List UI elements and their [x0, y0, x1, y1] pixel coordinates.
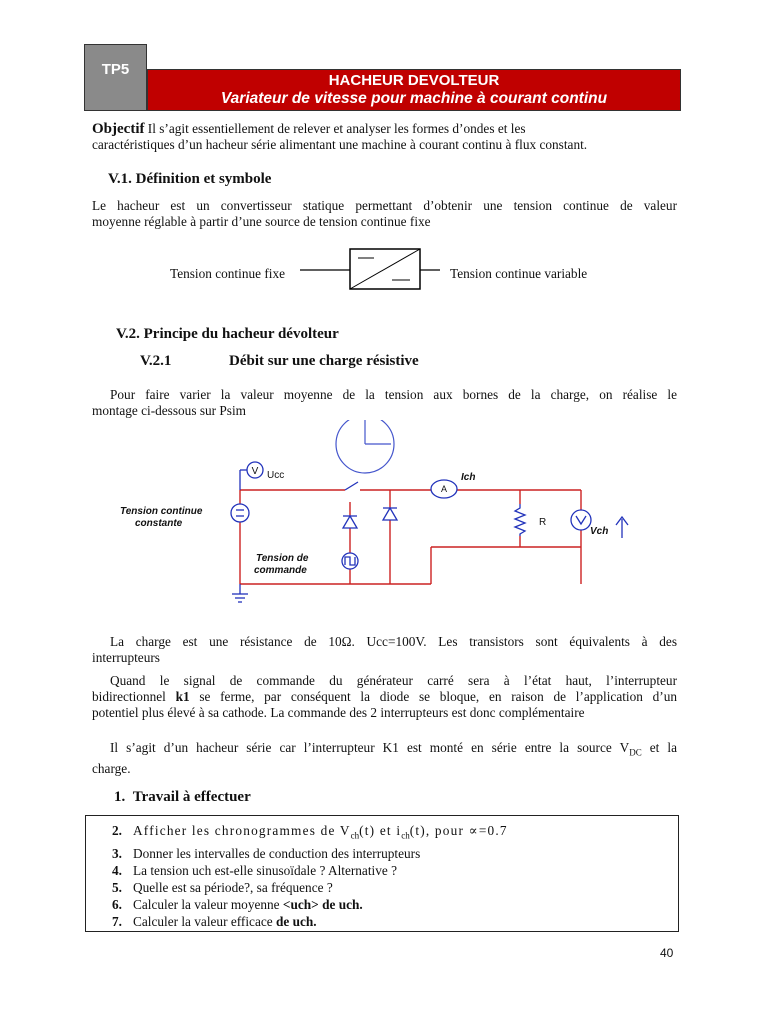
cmd-line2c: se ferme, par conséquent la diode se bloque, en raison de l’application d’un [189, 689, 677, 704]
tp-label-box [84, 44, 147, 111]
dc-source [231, 504, 249, 522]
section-v2-heading: V.2. Principe du hacheur dévolteur [116, 326, 339, 342]
task-number: 6. [112, 896, 122, 912]
section-v21-title: Débit sur une charge résistive [229, 353, 419, 369]
task-text: Calculer la valeur moyenne [133, 896, 283, 912]
task-list [86, 816, 678, 930]
task-number: 5. [112, 879, 122, 895]
work-heading-number: 1. [114, 789, 126, 805]
chopper-symbol [300, 245, 450, 295]
symbol-right-label: Tension continue variable [450, 266, 588, 281]
v2-intro-line1: Pour faire varier la valeur moyenne de la tension aux bornes de la charge, on réalise le [110, 387, 677, 402]
source-label-1: Tension continue [120, 506, 203, 517]
section-v2-intro [92, 387, 677, 419]
task-text: Calculer la valeur efficace [133, 913, 276, 929]
v2-intro-line2: montage ci-dessous sur Psim [92, 403, 247, 418]
objective-paragraph [92, 121, 692, 153]
serie-line1b: et la [641, 740, 678, 755]
clock-icon [336, 420, 394, 473]
objective-label: Objectif [92, 121, 145, 137]
task-item [104, 845, 678, 862]
charge-line2: interrupteurs [92, 650, 160, 665]
task-text: (t), pour ∝=0.7 [409, 823, 508, 838]
voltmeter-v-label: V [251, 466, 259, 477]
resistor-label: R [539, 517, 547, 528]
cmd-line3: potentiel plus élevé à sa cathode. La commande des 2 interrupteurs est donc complémentaire [92, 705, 585, 720]
section-v1-paragraph [92, 198, 677, 230]
vch-label: Vch [590, 526, 609, 537]
task-item [104, 913, 678, 930]
task-text: Afficher les chronogrammes de V [133, 823, 351, 838]
work-heading [114, 789, 251, 806]
objective-line1: Il s’agit essentiellement de relever et analyser les formes d’ondes et les [144, 121, 526, 136]
charge-paragraph [92, 634, 677, 666]
task-bold: de uch. [275, 913, 317, 929]
task-sub: ch [401, 830, 410, 841]
task-text: Quelle est sa période?, sa fréquence ? [133, 879, 333, 895]
task-text: (t) et i [359, 823, 402, 838]
vch-arrow-icon [616, 517, 628, 538]
objective-line2: caractéristiques d’un hacheur série alimentant une machine à courant continu à flux constant. [92, 137, 588, 152]
voltmeter-vch [571, 510, 591, 530]
serie-line1a: Il s’agit d’un hacheur série car l’interrupteur K1 est monté en série entre la source V [110, 740, 630, 755]
task-number: 4. [112, 862, 122, 878]
circuit-diagram [115, 420, 645, 610]
serie-line2: charge. [92, 760, 131, 776]
ucc-label: Ucc [267, 470, 285, 481]
task-number: 3. [112, 845, 122, 861]
symbol-left-label: Tension continue fixe [170, 266, 286, 281]
command-paragraph [92, 673, 677, 721]
section-v1-heading: V.1. Définition et symbole [108, 171, 272, 187]
cmd-label-1: Tension de [256, 553, 309, 564]
task-number: 2. [112, 823, 122, 838]
work-heading-text: Travail à effectuer [132, 789, 251, 805]
section-v21-number: V.2.1 [140, 353, 172, 369]
task-text: Donner les intervalles de conduction des interrupteurs [133, 845, 421, 861]
task-item [104, 822, 678, 845]
resistor-r [515, 504, 525, 536]
task-sub: ch [350, 830, 360, 841]
task-bold: <uch> de uch. [282, 896, 363, 912]
page-title: HACHEUR DEVOLTEUR [328, 72, 500, 89]
title-banner [147, 69, 681, 111]
cmd-line2b: k1 [175, 689, 190, 704]
page-subtitle: Variateur de vitesse pour machine à courant continu [220, 90, 608, 107]
freewheel-diode [383, 508, 397, 520]
ich-label: Ich [461, 472, 476, 483]
task-number: 7. [112, 913, 122, 929]
serie-line1sub: DC [629, 747, 642, 758]
task-item [104, 879, 678, 896]
task-text: La tension uch est-elle sinusoïdale ? Alternative ? [133, 862, 398, 878]
square-wave-generator [342, 553, 358, 569]
page-number: 40 [660, 946, 674, 960]
cmd-label-2: commande [254, 565, 307, 576]
tp-label: TP5 [101, 61, 130, 78]
serie-paragraph [92, 740, 677, 777]
cmd-line1: Quand le signal de commande du générateur carré sera à l’état haut, l’interrupteur [110, 673, 677, 688]
task-item [104, 896, 678, 913]
source-label-2: constante [135, 518, 183, 529]
v1-line1: Le hacheur est un convertisseur statique permettant d’obtenir une tension continue de valeur [92, 198, 677, 213]
task-item [104, 862, 678, 879]
ground-icon [232, 584, 248, 602]
v1-line2: moyenne réglable à partir d’une source de tension continue fixe [92, 214, 431, 229]
charge-line1: La charge est une résistance de 10Ω. Ucc=100V. Les transistors sont équivalents à des [110, 634, 677, 649]
ammeter-a-label: A [440, 484, 448, 494]
task-box [85, 815, 679, 932]
cmd-line2a: bidirectionnel [92, 689, 176, 704]
